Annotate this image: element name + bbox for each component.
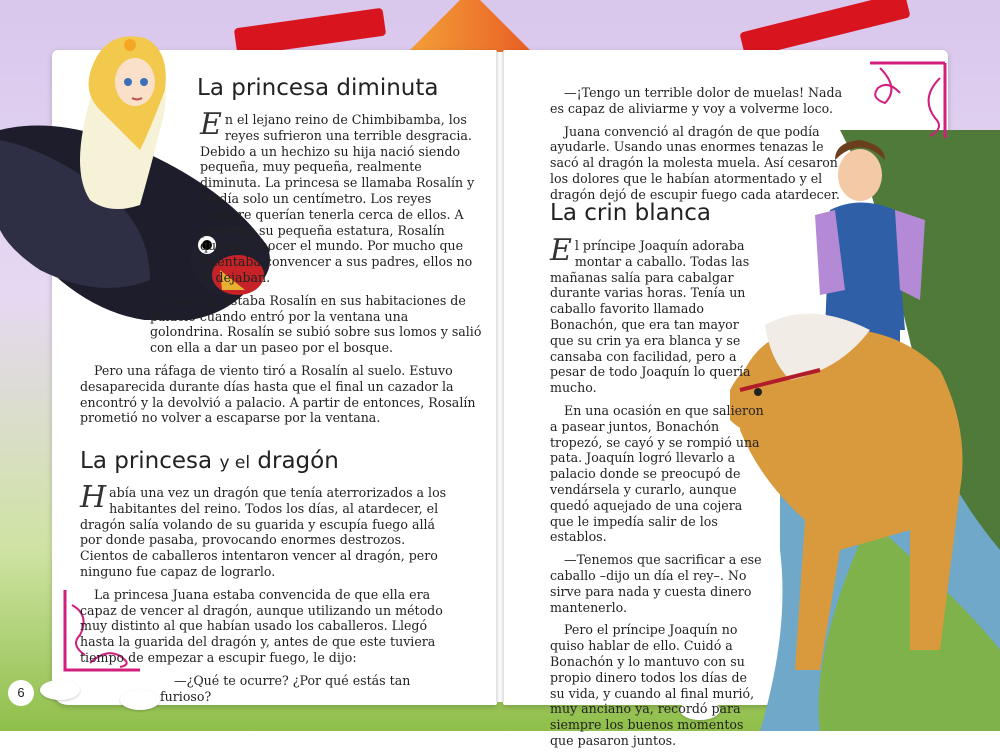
story2-paragraph-1: Había una vez un dragón que tenía aterrorizados a los habitantes del reino. Todos los días, al atardecer, el dragón salía volando de su guarida y escupía fuego allá por donde pasaba, provocando enormes destrozos. Cientos de caballeros intentaron vencer al dragón, pero ninguno fue capaz de lograrlo. bbox=[80, 480, 447, 579]
story2-paragraph-2: La princesa Juana estaba convencida de que ella era capaz de vencer al dragón, aunque utilizando un método muy distinto al que habían usado los caballeros. Llegó hasta la guarida del dragón y, antes de que este tuviera tiempo de empezar a escupir fuego, le dijo: bbox=[80, 586, 443, 665]
story3-title: La crin blanca bbox=[550, 200, 711, 226]
story2-continued bbox=[550, 85, 845, 210]
story1-paragraph-1: En el lejano reino de Chimbibamba, los reyes sufrieron una terrible desgracia. Debido a un hechizo su hija nació siendo pequeña, muy pequeña, realmente diminuta. La princesa se llamaba Rosalín y medía solo un centímetro. Los reyes siempre querían tenerla cerca de ellos. A pesar de su pequeña estatura, Rosalín quería conocer el mundo. Por mucho que intentaba convencer a sus padres, ellos no la dejaban. bbox=[200, 107, 475, 285]
story1-dropcap: E bbox=[200, 107, 222, 142]
story3-paragraph-3: —Tenemos que sacrificar a ese caballo –dijo un día el rey–. No sirve para nada y cuesta dinero mantenerlo. bbox=[550, 552, 762, 615]
story1-paragraph-2: Una vez, estaba Rosalín en sus habitaciones de palacio cuando entró por la ventana una golondrina. Rosalín se subió sobre sus lomos y salió con ella a dar un paseo por el bosque. bbox=[150, 292, 482, 356]
story3-body bbox=[550, 233, 765, 756]
story3-dropcap: E bbox=[550, 233, 572, 268]
story3-paragraph-4: Pero el príncipe Joaquín no quiso hablar de ello. Cuidó a Bonachón y lo mantuvo con su propio dinero todos los días de su vida, y cuando al final murió, muy anciano ya, recordó para siempre los buenos momentos que pasaron juntos. bbox=[550, 622, 755, 748]
story2-paragraph-3: —¿Qué te ocurre? ¿Por qué estás tan furioso? bbox=[160, 672, 411, 704]
story1-paragraph-3: Pero una ráfaga de viento tiró a Rosalín al suelo. Estuvo desaparecida durante días hasta que el final un cazador la encontró y la devolvió a palacio. A partir de entonces, Rosalín prometió no volver a escaparse por la ventana. bbox=[80, 362, 476, 426]
story2-continued-paragraph-2: Juana convenció al dragón de que podía ayudarle. Usando unas enormes tenazas le sacó al dragón la molesta muela. Así cesaron los dolores que le habían atormentado y el dragón dejó de escupir fuego cada atardecer. bbox=[550, 123, 840, 202]
page-number: 6 bbox=[8, 680, 34, 706]
story1-body bbox=[80, 107, 485, 433]
story2-continued-paragraph-1: —¡Tengo un terrible dolor de muelas! Nada es capaz de aliviarme y voy a volverme loco. bbox=[550, 85, 843, 116]
story3-paragraph-2: En una ocasión en que salieron a pasear juntos, Bonachón tropezó, se cayó y se rompió una pata. Joaquín logró llevarlo a palacio donde se preocupó de vendársela y curarlo, aunque quedó aquejado de una cojera que le impedía salir de los establos. bbox=[550, 402, 764, 545]
story1-title: La princesa diminuta bbox=[197, 75, 439, 101]
story2-body bbox=[80, 480, 455, 711]
ornament-top-right-icon bbox=[860, 58, 950, 148]
daisy-decoration bbox=[40, 680, 80, 700]
story2-dropcap: H bbox=[80, 480, 107, 515]
story2-title: La princesa y el dragón bbox=[80, 448, 339, 474]
book-gutter bbox=[496, 52, 504, 702]
story3-paragraph-1: El príncipe Joaquín adoraba montar a caballo. Todas las mañanas salía para cabalgar durante varias horas. Tenía un caballo favorito llamado Bonachón, que era tan mayor que su crin ya era blanca y se cansaba con facilidad, pero a pesar de todo Joaquín lo quería mucho. bbox=[550, 233, 751, 396]
